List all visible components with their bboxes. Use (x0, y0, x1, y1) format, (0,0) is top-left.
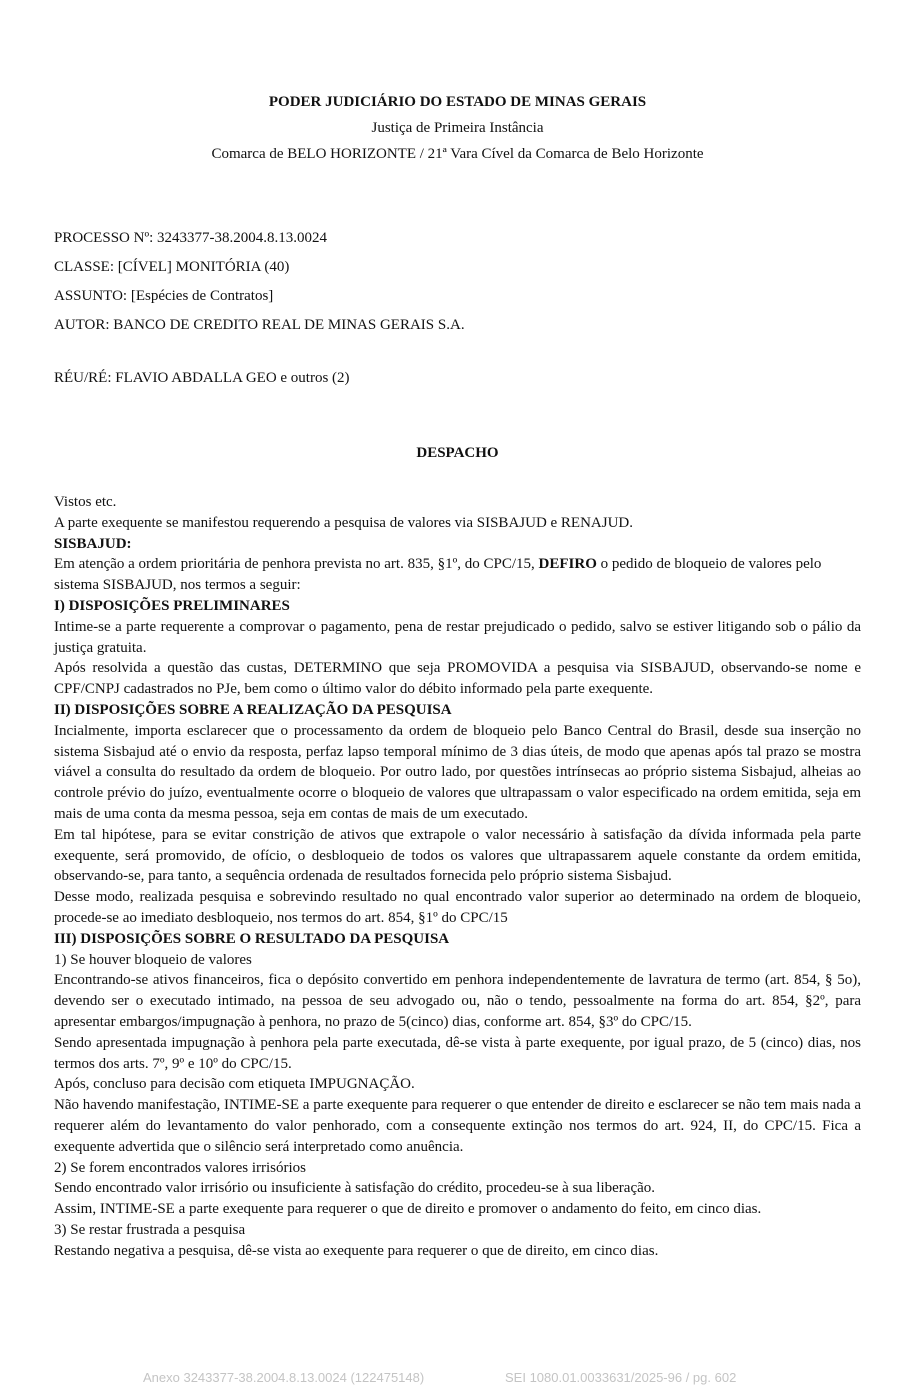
paragraph: 3) Se restar frustrada a pesquisa (54, 1221, 246, 1238)
court-comarca: Comarca de BELO HORIZONTE / 21ª Vara Cível da Comarca de Belo Horizonte (211, 146, 704, 162)
court-instance: Justiça de Primeira Instância (371, 120, 544, 136)
paragraph: Sendo apresentada impugnação à penhora pela parte executada, dê-se vista à parte exequente, por igual prazo, de 5 (cinco) dias, nos termos dos arts. 7º, 9º e 10º do CPC/15. (54, 1034, 861, 1072)
paragraph: Intime-se a parte requerente a comprovar o pagamento, pena de restar prejudicado o pedido, salvo se estiver litigando sob o pálio da justiça gratuita. (54, 618, 861, 656)
document-body (54, 492, 861, 1261)
document-title: DESPACHO (416, 445, 499, 461)
text-span: o pedido de bloqueio de valores pelo sistema SISBAJUD, nos termos a seguir: (54, 556, 822, 594)
case-classe: CLASSE: [CÍVEL] MONITÓRIA (40) (54, 259, 290, 275)
section-heading-preliminares: I) DISPOSIÇÕES PRELIMINARES (54, 597, 290, 614)
case-reu: RÉU/RÉ: FLAVIO ABDALLA GEO e outros (2) (54, 370, 350, 386)
footer-annex: Anexo 3243377-38.2004.8.13.0024 (122475148) (143, 1370, 425, 1385)
paragraph: Sendo encontrado valor irrisório ou insuficiente à satisfação do crédito, procedeu-se à sua liberação. (54, 1180, 656, 1197)
defiro-emphasis: DEFIRO (538, 556, 597, 573)
section-heading-resultado: III) DISPOSIÇÕES SOBRE O RESULTADO DA PESQUISA (54, 930, 450, 947)
case-assunto: ASSUNTO: [Espécies de Contratos] (54, 288, 274, 304)
footer-sei: SEI 1080.01.0033631/2025-96 / pg. 602 (505, 1370, 737, 1385)
document-header (0, 92, 915, 164)
court-name: PODER JUDICIÁRIO DO ESTADO DE MINAS GERAIS (268, 94, 647, 110)
paragraph: Não havendo manifestação, INTIME-SE a parte exequente para requerer o que entender de direito e esclarecer se não tem mais nada a requerer além do levantamento do valor penhorado, com a consequente extinção nos termos do art. 924, II, do CPC/15. Fica a exequente advertida que o silêncio será interpretado como anuência. (54, 1097, 861, 1155)
paragraph: Encontrando-se ativos financeiros, fica o depósito convertido em penhora independentemente de lavratura de termo (art. 854, § 5o), devendo ser o executado intimado, na pessoa de seu advogado ou, não o tendo, pessoalmente na forma do art. 854, §2º, para apresentar embargos/impugnação à penhora, no prazo de 5(cinco) dias, conforme art. 854, §3º do CPC/15. (54, 972, 861, 1030)
paragraph-defiro (54, 554, 861, 596)
case-metadata (54, 228, 874, 397)
paragraph: 1) Se houver bloqueio de valores (54, 951, 252, 968)
paragraph: Restando negativa a pesquisa, dê-se vista ao exequente para requerer o que de direito, em cinco dias. (54, 1242, 659, 1259)
section-heading-realizacao: II) DISPOSIÇÕES SOBRE A REALIZAÇÃO DA PESQUISA (54, 701, 452, 718)
section-heading-sisbajud: SISBAJUD: (54, 535, 132, 552)
case-processo: PROCESSO Nº: 3243377-38.2004.8.13.0024 (54, 230, 328, 246)
paragraph: Após resolvida a questão das custas, DETERMINO que seja PROMOVIDA a pesquisa via SISBAJUD, observando-se nome e CPF/CNPJ cadastrados no PJe, bem como o último valor do débito informado pela parte exequente. (54, 660, 861, 698)
paragraph: A parte exequente se manifestou requerendo a pesquisa de valores via SISBAJUD e RENAJUD. (54, 514, 634, 531)
text-span: Em atenção a ordem prioritária de penhora prevista no art. 835, §1º, do CPC/15, (54, 556, 539, 573)
paragraph: Em tal hipótese, para se evitar constrição de ativos que extrapole o valor necessário à satisfação da dívida informada pela parte exequente, será promovido, de ofício, o desbloqueio de todos os valores que ultrapassarem aquele constante da ordem emitida, observando-se, para tanto, a sequência ordenada de resultados fornecida pelo próprio sistema Sisbajud. (54, 826, 861, 885)
paragraph: Vistos etc. (54, 494, 117, 510)
paragraph: Após, concluso para decisão com etiqueta IMPUGNAÇÃO. (54, 1076, 415, 1093)
paragraph: 2) Se forem encontrados valores irrisórios (54, 1159, 307, 1176)
paragraph: Incialmente, importa esclarecer que o processamento da ordem de bloqueio pelo Banco Central do Brasil, desde sua inserção no sistema Sisbajud até o envio da resposta, perfaz lapso temporal mínimo de 3 dias úteis, de modo que apenas após tal prazo se mostra viável a consulta do resultado da ordem de bloqueio. Por outro lado, por questões intrínsecas ao próprio sistema Sisbajud, alheias ao controle prévio do juízo, eventualmente ocorre o bloqueio de valores que ultrapassam o valor especificado na ordem emitida, seja em mais de uma conta da mesma pessoa, seja em contas de mais de um executado. (54, 722, 861, 822)
case-autor: AUTOR: BANCO DE CREDITO REAL DE MINAS GERAIS S.A. (54, 317, 465, 333)
paragraph: Desse modo, realizada pesquisa e sobrevindo resultado no qual encontrado valor superior ao determinado na ordem de bloqueio, procede-se ao imediato desbloqueio, nos termos do art. 854, §1º do CPC/15 (54, 889, 861, 926)
paragraph: Assim, INTIME-SE a parte exequente para requerer o que de direito e promover o andamento do feito, em cinco dias. (54, 1201, 762, 1218)
